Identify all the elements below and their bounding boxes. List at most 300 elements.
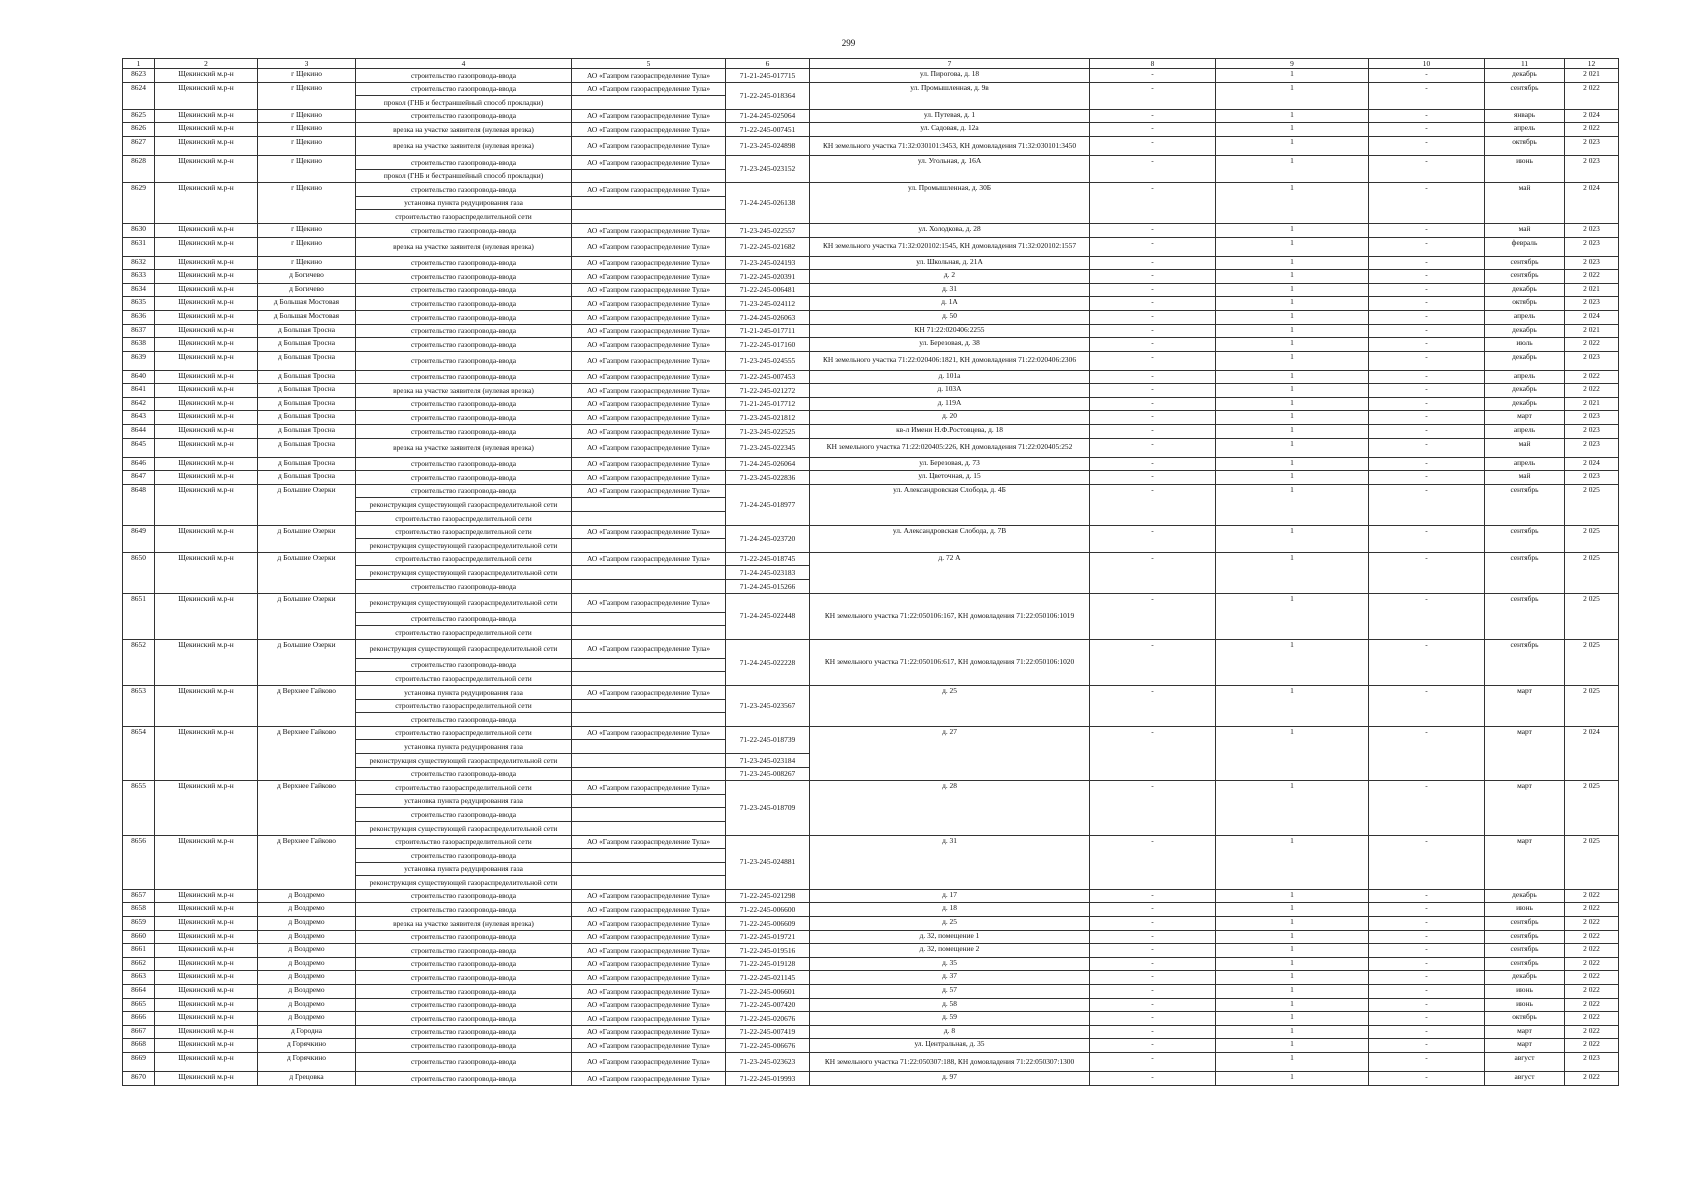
month-cell: декабрь [1485,351,1565,370]
address-cell: ул. Пирогова, д. 18 [810,69,1090,83]
col10-cell: - [1369,985,1485,999]
district-cell: Щекинский м.р-н [155,930,258,944]
col10-cell: - [1369,136,1485,155]
organization-cell: АО «Газпром газораспределение Тула» [572,297,726,311]
col8-cell: - [1090,82,1216,109]
col10-cell: - [1369,69,1485,83]
work-type-cell: строительство газораспределительной сети [356,835,572,849]
col8-cell: - [1090,525,1216,552]
locality-cell: д Верхнее Гайково [258,781,356,835]
organization-cell: АО «Газпром газораспределение Тула» [572,136,726,155]
quantity-cell: 1 [1216,155,1369,182]
record-number: 8626 [123,123,155,137]
application-code-cell: 71-22-245-019128 [726,957,810,971]
table-row [123,457,1619,471]
month-cell: август [1485,1072,1565,1086]
quantity-cell: 1 [1216,971,1369,985]
record-number: 8645 [123,438,155,457]
locality-cell: д Верхнее Гайково [258,835,356,889]
col10-cell: - [1369,237,1485,256]
work-type-cell: строительство газопровода-ввода [356,283,572,297]
work-type-cell: установка пункта редуцирования газа [356,794,572,808]
month-cell: декабрь [1485,889,1565,903]
organization-cell: АО «Газпром газораспределение Тула» [572,397,726,411]
col8-cell: - [1090,917,1216,931]
work-type-cell: строительство газопровода-ввода [356,985,572,999]
year-cell: 2 023 [1565,136,1619,155]
district-cell: Щекинский м.р-н [155,297,258,311]
col8-cell: - [1090,109,1216,123]
col8-cell: - [1090,155,1216,182]
application-code-cell: 71-21-245-017715 [726,69,810,83]
year-cell: 2 021 [1565,69,1619,83]
district-cell: Щекинский м.р-н [155,1025,258,1039]
work-type-cell: строительство газопровода-ввода [356,998,572,1012]
month-cell: январь [1485,109,1565,123]
work-type-cell: строительство газопровода-ввода [356,484,572,498]
year-cell: 2 022 [1565,985,1619,999]
district-cell: Щекинский м.р-н [155,957,258,971]
organization-cell: АО «Газпром газораспределение Тула» [572,1072,726,1086]
col10-cell: - [1369,384,1485,398]
locality-cell: д Воздремо [258,944,356,958]
table-row [123,183,1619,197]
organization-cell [572,794,726,808]
month-cell: сентябрь [1485,639,1565,685]
address-cell: д. 25 [810,685,1090,726]
district-cell: Щекинский м.р-н [155,425,258,439]
record-number: 8669 [123,1053,155,1072]
organization-cell [572,753,726,767]
year-cell: 2 022 [1565,123,1619,137]
col10-cell: - [1369,338,1485,352]
col10-cell: - [1369,639,1485,685]
register-table-body [123,59,1619,1086]
record-number: 8654 [123,726,155,780]
address-cell: ул. Александровская Слобода, д. 7В [810,525,1090,552]
quantity-cell: 1 [1216,1072,1369,1086]
work-type-cell: строительство газопровода-ввода [356,69,572,83]
work-type-cell: строительство газопровода-ввода [356,82,572,96]
locality-cell: д Большая Тросна [258,471,356,485]
application-code-cell: 71-24-245-023720 [726,525,810,552]
record-number: 8629 [123,183,155,224]
application-code-cell: 71-22-245-006601 [726,985,810,999]
locality-cell: д Большая Мостовая [258,297,356,311]
work-type-cell: строительство газопровода-ввода [356,903,572,917]
district-cell: Щекинский м.р-н [155,593,258,639]
work-type-cell: строительство газопровода-ввода [356,370,572,384]
record-number: 8662 [123,957,155,971]
address-cell: д. 50 [810,310,1090,324]
address-cell: ул. Березовая, д. 73 [810,457,1090,471]
application-code-cell: 71-23-245-024112 [726,297,810,311]
col8-cell: - [1090,1039,1216,1053]
work-type-cell: строительство газопровода-ввода [356,1053,572,1072]
year-cell: 2 022 [1565,917,1619,931]
record-number: 8627 [123,136,155,155]
col8-cell: - [1090,781,1216,835]
address-cell: ул. Промышленная, д. 30Б [810,183,1090,224]
col8-cell: - [1090,237,1216,256]
application-code-cell: 71-24-245-022448 [726,593,810,639]
work-type-cell: строительство газораспределительной сети [356,512,572,526]
locality-cell: д Большие Озерки [258,525,356,552]
application-code-cell: 71-24-245-026064 [726,457,810,471]
district-cell: Щекинский м.р-н [155,1072,258,1086]
district-cell: Щекинский м.р-н [155,411,258,425]
organization-cell: АО «Газпром газораспределение Тула» [572,109,726,123]
month-cell: март [1485,835,1565,889]
quantity-cell: 1 [1216,270,1369,284]
application-code-cell: 71-22-245-017160 [726,338,810,352]
work-type-cell: строительство газопровода-ввода [356,270,572,284]
month-cell: апрель [1485,370,1565,384]
record-number: 8647 [123,471,155,485]
address-cell: д. 2 [810,270,1090,284]
col10-cell: - [1369,223,1485,237]
work-type-cell: врезка на участке заявителя (нулевая врезка) [356,237,572,256]
quantity-cell: 1 [1216,471,1369,485]
organization-cell [572,821,726,835]
col8-cell: - [1090,324,1216,338]
col10-cell: - [1369,957,1485,971]
quantity-cell: 1 [1216,484,1369,525]
organization-cell: АО «Газпром газораспределение Тула» [572,223,726,237]
address-cell: д. 17 [810,889,1090,903]
col8-cell: - [1090,484,1216,525]
address-cell: д. 8 [810,1025,1090,1039]
organization-cell [572,767,726,781]
work-type-cell: строительство газопровода-ввода [356,471,572,485]
work-type-cell: установка пункта редуцирования газа [356,196,572,210]
month-cell: март [1485,1025,1565,1039]
district-cell: Щекинский м.р-н [155,351,258,370]
quantity-cell: 1 [1216,324,1369,338]
address-cell: ул. Березовая, д. 38 [810,338,1090,352]
col8-cell: - [1090,338,1216,352]
year-cell: 2 023 [1565,351,1619,370]
address-cell: д. 72 А [810,552,1090,593]
work-type-cell: строительство газопровода-ввода [356,155,572,169]
table-row [123,889,1619,903]
locality-cell: д Большая Тросна [258,351,356,370]
table-row [123,639,1619,658]
address-cell: д. 25 [810,917,1090,931]
col10-cell: - [1369,1053,1485,1072]
district-cell: Щекинский м.р-н [155,183,258,224]
organization-cell: АО «Газпром газораспределение Тула» [572,781,726,795]
quantity-cell: 1 [1216,1053,1369,1072]
col8-cell: - [1090,985,1216,999]
col8-cell: - [1090,457,1216,471]
locality-cell: г Щекино [258,237,356,256]
application-code-cell: 71-22-245-019516 [726,944,810,958]
table-row [123,971,1619,985]
col10-cell: - [1369,889,1485,903]
quantity-cell: 1 [1216,123,1369,137]
work-type-cell: строительство газопровода-ввода [356,338,572,352]
organization-cell: АО «Газпром газораспределение Тула» [572,183,726,197]
work-type-cell: строительство газопровода-ввода [356,1012,572,1026]
column-header: 4 [356,59,572,69]
work-type-cell: реконструкция существующей газораспределительной сети [356,639,572,658]
locality-cell: г Щекино [258,109,356,123]
application-code-cell: 71-23-245-023623 [726,1053,810,1072]
col8-cell: - [1090,971,1216,985]
col8-cell: - [1090,69,1216,83]
col8-cell: - [1090,944,1216,958]
district-cell: Щекинский м.р-н [155,397,258,411]
col10-cell: - [1369,351,1485,370]
table-row [123,998,1619,1012]
table-row [123,69,1619,83]
table-row [123,944,1619,958]
month-cell: декабрь [1485,69,1565,83]
table-row [123,1025,1619,1039]
application-code-cell: 71-23-245-024193 [726,256,810,270]
application-code-cell: 71-23-245-023184 [726,753,810,767]
month-cell: декабрь [1485,971,1565,985]
quantity-cell: 1 [1216,998,1369,1012]
year-cell: 2 022 [1565,338,1619,352]
application-code-cell: 71-23-245-024898 [726,136,810,155]
year-cell: 2 024 [1565,109,1619,123]
address-cell: ул. Александровская Слобода, д. 4Б [810,484,1090,525]
district-cell: Щекинский м.р-н [155,223,258,237]
work-type-cell: прокол (ГНБ и бестраншейный способ прокладки) [356,169,572,183]
application-code-cell: 71-22-245-021682 [726,237,810,256]
month-cell: декабрь [1485,324,1565,338]
col10-cell: - [1369,411,1485,425]
table-row [123,438,1619,457]
quantity-cell: 1 [1216,685,1369,726]
address-cell: КН земельного участка 71:22:020405:226, КН домовладения 71:22:020405:252 [810,438,1090,457]
month-cell: июнь [1485,985,1565,999]
year-cell: 2 023 [1565,1053,1619,1072]
col8-cell: - [1090,136,1216,155]
year-cell: 2 023 [1565,237,1619,256]
organization-cell: АО «Газпром газораспределение Тула» [572,270,726,284]
district-cell: Щекинский м.р-н [155,256,258,270]
table-row [123,835,1619,849]
district-cell: Щекинский м.р-н [155,338,258,352]
column-header: 8 [1090,59,1216,69]
locality-cell: г Щекино [258,123,356,137]
col10-cell: - [1369,310,1485,324]
quantity-cell: 1 [1216,136,1369,155]
year-cell: 2 024 [1565,183,1619,224]
locality-cell: д Большая Тросна [258,370,356,384]
district-cell: Щекинский м.р-н [155,1039,258,1053]
quantity-cell: 1 [1216,237,1369,256]
application-code-cell: 71-22-245-006609 [726,917,810,931]
district-cell: Щекинский м.р-н [155,438,258,457]
col8-cell: - [1090,397,1216,411]
application-code-cell: 71-22-245-021272 [726,384,810,398]
work-type-cell: реконструкция существующей газораспределительной сети [356,876,572,890]
organization-cell: АО «Газпром газораспределение Тула» [572,1012,726,1026]
application-code-cell: 71-22-245-018364 [726,82,810,109]
locality-cell: д Большая Тросна [258,425,356,439]
district-cell: Щекинский м.р-н [155,270,258,284]
organization-cell: АО «Газпром газораспределение Тула» [572,685,726,699]
organization-cell: АО «Газпром газораспределение Тула» [572,1039,726,1053]
table-row [123,957,1619,971]
organization-cell [572,566,726,580]
table-row [123,283,1619,297]
col8-cell: - [1090,256,1216,270]
quantity-cell: 1 [1216,525,1369,552]
col10-cell: - [1369,155,1485,182]
table-row [123,237,1619,256]
work-type-cell: врезка на участке заявителя (нулевая врезка) [356,438,572,457]
locality-cell: д Богичево [258,283,356,297]
quantity-cell: 1 [1216,1039,1369,1053]
month-cell: апрель [1485,425,1565,439]
year-cell: 2 021 [1565,397,1619,411]
organization-cell [572,512,726,526]
organization-cell: АО «Газпром газораспределение Тула» [572,283,726,297]
organization-cell: АО «Газпром газораспределение Тула» [572,552,726,566]
year-cell: 2 025 [1565,484,1619,525]
work-type-cell: установка пункта редуцирования газа [356,862,572,876]
organization-cell: АО «Газпром газораспределение Тула» [572,957,726,971]
record-number: 8632 [123,256,155,270]
organization-cell: АО «Газпром газораспределение Тула» [572,484,726,498]
year-cell: 2 021 [1565,324,1619,338]
locality-cell: д Воздремо [258,957,356,971]
col10-cell: - [1369,82,1485,109]
record-number: 8666 [123,1012,155,1026]
address-cell: д. 1А [810,297,1090,311]
column-header: 5 [572,59,726,69]
address-cell: кв-л Имени Н.Ф.Ростовцева, д. 18 [810,425,1090,439]
record-number: 8668 [123,1039,155,1053]
col8-cell: - [1090,593,1216,639]
locality-cell: д Большие Озерки [258,552,356,593]
district-cell: Щекинский м.р-н [155,685,258,726]
year-cell: 2 022 [1565,270,1619,284]
column-header: 3 [258,59,356,69]
application-code-cell: 71-23-245-023567 [726,685,810,726]
year-cell: 2 022 [1565,998,1619,1012]
district-cell: Щекинский м.р-н [155,484,258,525]
month-cell: март [1485,726,1565,780]
year-cell: 2 022 [1565,1025,1619,1039]
organization-cell: АО «Газпром газораспределение Тула» [572,525,726,539]
col10-cell: - [1369,484,1485,525]
year-cell: 2 023 [1565,155,1619,182]
organization-cell: АО «Газпром газораспределение Тула» [572,985,726,999]
month-cell: март [1485,1039,1565,1053]
organization-cell: АО «Газпром газораспределение Тула» [572,351,726,370]
district-cell: Щекинский м.р-н [155,123,258,137]
organization-cell: АО «Газпром газораспределение Тула» [572,324,726,338]
col8-cell: - [1090,310,1216,324]
work-type-cell: строительство газопровода-ввода [356,1039,572,1053]
col10-cell: - [1369,685,1485,726]
col8-cell: - [1090,903,1216,917]
col8-cell: - [1090,1025,1216,1039]
locality-cell: д Верхнее Гайково [258,685,356,726]
district-cell: Щекинский м.р-н [155,283,258,297]
quantity-cell: 1 [1216,397,1369,411]
year-cell: 2 025 [1565,781,1619,835]
record-number: 8644 [123,425,155,439]
organization-cell [572,539,726,553]
district-cell: Щекинский м.р-н [155,324,258,338]
column-header: 9 [1216,59,1369,69]
record-number: 8634 [123,283,155,297]
organization-cell: АО «Газпром газораспределение Тула» [572,917,726,931]
table-row [123,136,1619,155]
application-code-cell: 71-23-245-022345 [726,438,810,457]
table-row [123,552,1619,566]
application-code-cell: 71-24-245-023183 [726,566,810,580]
organization-cell: АО «Газпром газораспределение Тула» [572,69,726,83]
column-header: 7 [810,59,1090,69]
district-cell: Щекинский м.р-н [155,109,258,123]
month-cell: март [1485,781,1565,835]
col8-cell: - [1090,998,1216,1012]
col10-cell: - [1369,781,1485,835]
col10-cell: - [1369,1072,1485,1086]
record-number: 8667 [123,1025,155,1039]
record-number: 8631 [123,237,155,256]
locality-cell: д Большие Озерки [258,484,356,525]
col8-cell: - [1090,351,1216,370]
organization-cell: АО «Газпром газораспределение Тула» [572,930,726,944]
quantity-cell: 1 [1216,310,1369,324]
application-code-cell: 71-23-245-024555 [726,351,810,370]
year-cell: 2 024 [1565,310,1619,324]
application-code-cell: 71-22-245-007453 [726,370,810,384]
col8-cell: - [1090,835,1216,889]
organization-cell: АО «Газпром газораспределение Тула» [572,384,726,398]
col8-cell: - [1090,270,1216,284]
quantity-cell: 1 [1216,957,1369,971]
year-cell: 2 022 [1565,957,1619,971]
quantity-cell: 1 [1216,183,1369,224]
month-cell: сентябрь [1485,593,1565,639]
application-code-cell: 71-22-245-007419 [726,1025,810,1039]
address-cell: д. 20 [810,411,1090,425]
record-number: 8623 [123,69,155,83]
table-row [123,593,1619,612]
table-row [123,370,1619,384]
table-row [123,985,1619,999]
record-number: 8625 [123,109,155,123]
year-cell: 2 025 [1565,593,1619,639]
organization-cell: АО «Газпром газораспределение Тула» [572,457,726,471]
col10-cell: - [1369,183,1485,224]
record-number: 8641 [123,384,155,398]
address-cell: д. 58 [810,998,1090,1012]
district-cell: Щекинский м.р-н [155,1053,258,1072]
application-code-cell: 71-23-245-022836 [726,471,810,485]
application-code-cell: 71-22-245-019721 [726,930,810,944]
table-row [123,123,1619,137]
locality-cell: д Воздремо [258,998,356,1012]
table-row [123,1039,1619,1053]
col10-cell: - [1369,397,1485,411]
work-type-cell: строительство газопровода-ввода [356,713,572,727]
quantity-cell: 1 [1216,930,1369,944]
table-row [123,930,1619,944]
month-cell: июнь [1485,903,1565,917]
application-code-cell: 71-23-245-021812 [726,411,810,425]
